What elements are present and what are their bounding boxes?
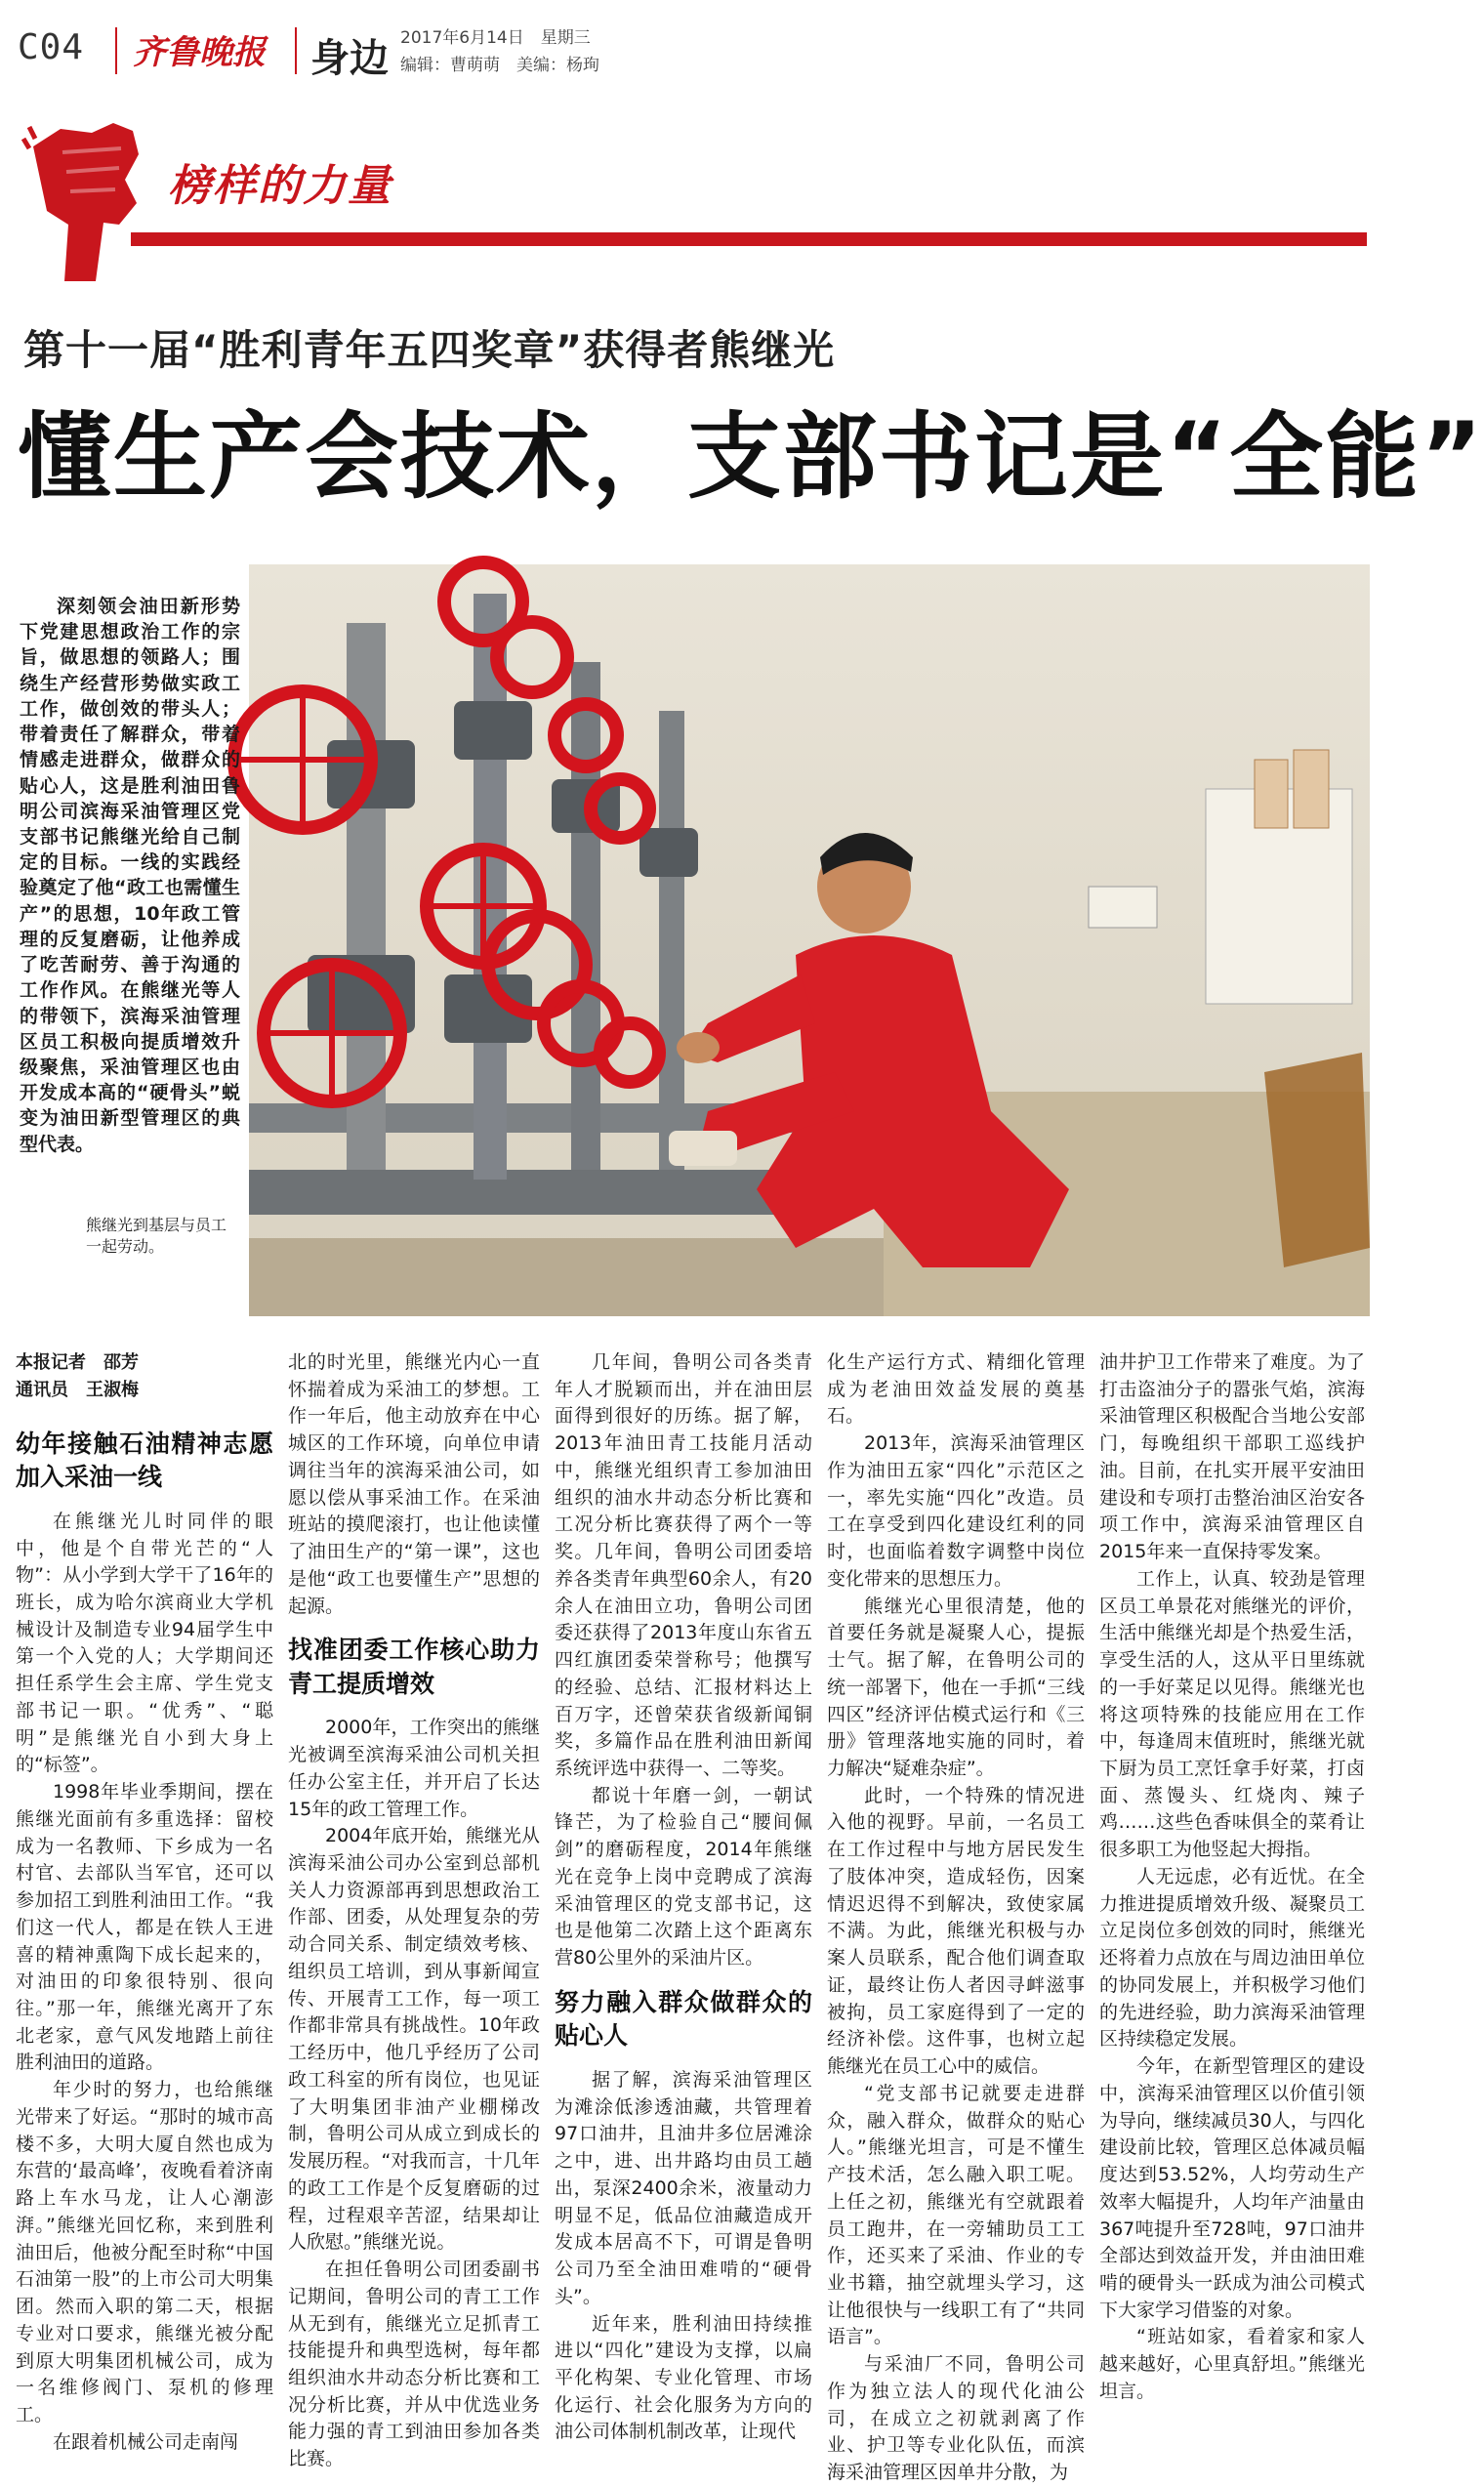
body-paragraph: 几年间，鲁明公司各类青年人才脱颖而出，并在油田层面得到很好的历练。据了解，2013年油田青工技能月活动中，熊继光组织青工参加油田组织的油水井动态分析比赛和工况分析比赛获得了两个一等奖。几年间，鲁明公司团委培养各类青年典型60余人，有20余人在油田立功，鲁明公司团委还获得了2013年度山东省五四红旗团委荣誉称号；他撰写的经验、总结、汇报材料达上百万字，还曾荣获省级新闻铜奖，多篇作品在胜利油田新闻系统评选中获得一、二等奖。 <box>555 1351 812 1780</box>
body-column-1 <box>16 1349 273 2456</box>
article-kicker: 第十一届“胜利青年五四奖章”获得者熊继光 <box>23 326 836 374</box>
photo-caption: 熊继光到基层与员工一起劳动。 <box>86 1216 227 1257</box>
body-paragraph: 都说十年磨一剑，一朝试锋芒，为了检验自己“腰间佩剑”的磨砺程度，2014年熊继光在竞争上岗中竞聘成了滨海采油管理区的党支部书记，这也是他第二次踏上这个距离东营80公里外的采油片区。 <box>555 1784 812 1969</box>
body-paragraph: 据了解，滨海采油管理区为滩涂低渗透油藏，共管理着97口油井，且油井多位居滩涂之中，进、出井路均由员工趟出，泵深2400余米，液量动力明显不足，低品位油藏造成开发成本居高不下，可谓是鲁明公司乃至全油田难啃的“硬骨头”。 <box>555 2068 812 2307</box>
article-photo <box>249 564 1370 1316</box>
byline-correspondent: 通讯员 王淑梅 <box>16 1379 139 1400</box>
body-paragraph: 在担任鲁明公司团委副书记期间，鲁明公司的青工工作从无到有，熊继光立足抓青工技能提升和典型选树，每年都组织油水井动态分析比赛和工况分析比赛，并从中优选业务能力强的青工到油田参加各类比赛。 <box>288 2259 540 2470</box>
dateline: 2017年6月14日 星期三 <box>400 28 591 48</box>
body-paragraph: 化生产运行方式、精细化管理成为老油田效益发展的奠基石。 <box>827 1351 1085 1428</box>
body-column-3 <box>555 1349 812 2446</box>
body-paragraph: “党支部书记就要走进群众，融入群众，做群众的贴心人。”熊继光坦言，可是不懂生产技术活，怎么融入职工呢。上任之初，熊继光有空就跟着员工跑井，在一旁辅助员工工作，还买来了采油、作业的专业书籍，抽空就埋头学习，这让他很快与一线职工有了“共同语言”。 <box>827 2082 1085 2348</box>
byline <box>16 1349 273 1404</box>
body-paragraph: 工作上，认真、较劲是管理区员工单景花对熊继光的评价，生活中熊继光却是个热爱生活，享受生活的人，这从平日里练就的一手好菜足以见得。熊继光也将这项特殊的技能应用在工作中，每逢周末值班时，熊继光就下厨为员工烹饪拿手好菜，打卤面、蒸馒头、红烧肉、辣子鸡……这些色香味俱全的菜肴让很多职工为他竖起大拇指。 <box>1099 1567 1365 1861</box>
body-paragraph: 年少时的努力，也给熊继光带来了好运。“那时的城市高楼不多，大明大厦自然也成为东营的‘最高峰’，夜晚看着济南路上车水马龙，让人心潮澎湃。”熊继光回忆称，来到胜利油田后，他被分配至时称“中国石油第一股”的上市公司大明集团。然而入职的第二天，根据专业对口要求，熊继光被分配到原大明集团机械公司，成为一名维修阀门、泵机的修理工。 <box>16 2079 273 2426</box>
masthead-divider <box>295 27 297 74</box>
body-paragraph: 在熊继光儿时同伴的眼中，他是个自带光芒的“人物”：从小学到大学干了16年的班长，成为哈尔滨商业大学机械设计及制造专业94届学生中第一个入党的人；大学期间还担任系学生会主席、学生党支部书记一职。“优秀”、“聪明”是熊继光自小到大身上的“标签”。 <box>16 1510 273 1776</box>
body-paragraph: 2004年底开始，熊继光从滨海采油公司办公室到总部机关人力资源部再到思想政治工作部、团委，从处理复杂的劳动合同关系、制定绩效考核、组织员工培训，到从事新闻宣传、开展青工工作，每一项工作都非常具有挑战性。10年政工经历中，他几乎经历了公司政工科室的所有岗位，也见证了大明集团非油产业棚梯改制，鲁明公司从成立到成长的发展历程。“对我而言，十几年的政工工作是个反复磨砺的过程，过程艰辛苦涩，结果却让人欣慰。”熊继光说。 <box>288 1825 540 2254</box>
body-paragraph: 1998年毕业季期间，摆在熊继光面前有多重选择：留校成为一名教师、下乡成为一名村官、去部队当军官，还可以参加招工到胜利油田工作。“我们这一代人，都是在铁人王进喜的精神熏陶下成长起来的，对油田的印象很特别、很向往。”那一年，熊继光离开了东北老家，意气风发地踏上前往胜利油田的道路。 <box>16 1781 273 2074</box>
body-paragraph: 今年，在新型管理区的建设中，滨海采油管理区以价值引领为导向，继续减员30人，与四化建设前比较，管理区总体减员幅度达到53.52%，人均劳动生产效率大幅提升，人均年产油量由367吨提升至728吨，97口油井全部达到效益开发，并由油田难啃的硬骨头一跃成为油公司模式下大家学习借鉴的对象。 <box>1099 2055 1365 2321</box>
banner-rule <box>131 232 1367 246</box>
column-banner <box>23 109 1367 281</box>
section-subhead: 幼年接触石油精神志愿加入采油一线 <box>16 1429 273 1492</box>
body-paragraph: 在跟着机械公司走南闯 <box>53 2430 239 2453</box>
page-number: C04 <box>18 27 85 67</box>
body-column-2 <box>288 1349 540 2473</box>
article-headline: 懂生产会技术，支部书记是“全能” <box>18 402 1484 512</box>
body-paragraph: 与采油厂不同，鲁明公司作为独立法人的现代化油公司，在成立之初就剥离了作业、护卫等专业化队伍，而滨海采油管理区因单井分散，为 <box>827 2353 1085 2484</box>
section-subhead: 努力融入群众做群众的贴心人 <box>555 1987 812 2051</box>
body-paragraph: 2013年，滨海采油管理区作为油田五家“四化”示范区之一，率先实施“四化”改造。员工在享受到四化建设红利的同时，也面临着数字调整中岗位变化带来的思想压力。 <box>827 1432 1085 1590</box>
raised-fist-icon <box>23 109 170 281</box>
masthead <box>18 21 1365 82</box>
section-title: 身边 <box>310 36 389 81</box>
valve-worker-illustration <box>249 564 1370 1316</box>
article-lead: 深刻领会油田新形势下党建思想政治工作的宗旨，做思想的领路人；围绕生产经营形势做实政工工作，做创效的带头人；带着责任了解群众，带着情感走进群众，做群众的贴心人，这是胜利油田鲁明公司滨海采油管理区党支部书记熊继光给自己制定的目标。一线的实践经验奠定了他“政工也需懂生产”的思想，10年政工管理的反复磨砺，让他养成了吃苦耐劳、善于沟通的工作作风。在熊继光等人的带领下，滨海采油管理区员工积极向提质增效升级聚焦，采油管理区也由开发成本高的“硬骨头”蜕变为油田新型管理区的典型代表。 <box>20 596 240 1155</box>
body-paragraph: 人无远虑，必有近忧。在全力推进提质增效升级、凝聚员工立足岗位多创效的同时，熊继光还将着力点放在与周边油田单位的协同发展上，并积极学习他们的先进经验，助力滨海采油管理区持续稳定发展。 <box>1099 1865 1365 2051</box>
editors-credit: 编辑：曹萌萌 美编：杨珣 <box>400 56 599 75</box>
byline-reporter: 本报记者 邵芳 <box>16 1352 139 1373</box>
body-paragraph: “班站如家，看着家和家人越来越好，心里真舒坦。”熊继光坦言。 <box>1099 2326 1365 2402</box>
banner-title: 榜样的力量 <box>168 161 392 211</box>
body-paragraph: 北的时光里，熊继光内心一直怀揣着成为采油工的梦想。工作一年后，他主动放弃在中心城区的工作环境，向单位申请调往当年的滨海采油公司，如愿以偿从事采油工作。在采油班站的摸爬滚打，也让他读懂了油田生产的“第一课”，这也是他“政工也要懂生产”思想的起源。 <box>288 1351 540 1617</box>
body-column-4 <box>827 1349 1085 2487</box>
masthead-divider <box>115 27 117 74</box>
body-paragraph: 油井护卫工作带来了难度。为了打击盗油分子的嚣张气焰，滨海采油管理区积极配合当地公安部门，每晚组织干部职工巡线护油。目前，在扎实开展平安油田建设和专项打击整治油区治安各项工作中，滨海采油管理区自2015年来一直保持零发案。 <box>1099 1351 1365 1563</box>
body-paragraph: 近年来，胜利油田持续推进以“四化”建设为支撑，以扁平化构架、专业化管理、市场化运行、社会化服务为方向的油公司体制机制改革，让现代 <box>555 2312 812 2443</box>
body-paragraph: 2000年，工作突出的熊继光被调至滨海采油公司机关担任办公室主任，并开启了长达15年的政工管理工作。 <box>288 1717 540 1820</box>
section-subhead: 找准团委工作核心助力青工提质增效 <box>288 1636 540 1698</box>
body-paragraph: 此时，一个特殊的情况进入他的视野。早前，一名员工在工作过程中与地方居民发生了肢体冲突，造成轻伤，因案情迟迟得不到解决，致使家属不满。为此，熊继光积极与办案人员联系，配合他们调查取证，最终让伤人者因寻衅滋事被拘，员工家庭得到了一定的经济补偿。这件事，也树立起熊继光在员工心中的威信。 <box>827 1784 1085 2078</box>
body-column-5 <box>1099 1349 1365 2406</box>
body-paragraph: 熊继光心里很清楚，他的首要任务就是凝聚人心，提振士气。据了解，在鲁明公司的统一部署下，他在一手抓“三线四区”经济评估模式运行和《三册》管理落地实施的同时，着力解决“疑难杂症”。 <box>827 1595 1085 1780</box>
newspaper-logo: 齐鲁晚报 <box>133 33 266 72</box>
